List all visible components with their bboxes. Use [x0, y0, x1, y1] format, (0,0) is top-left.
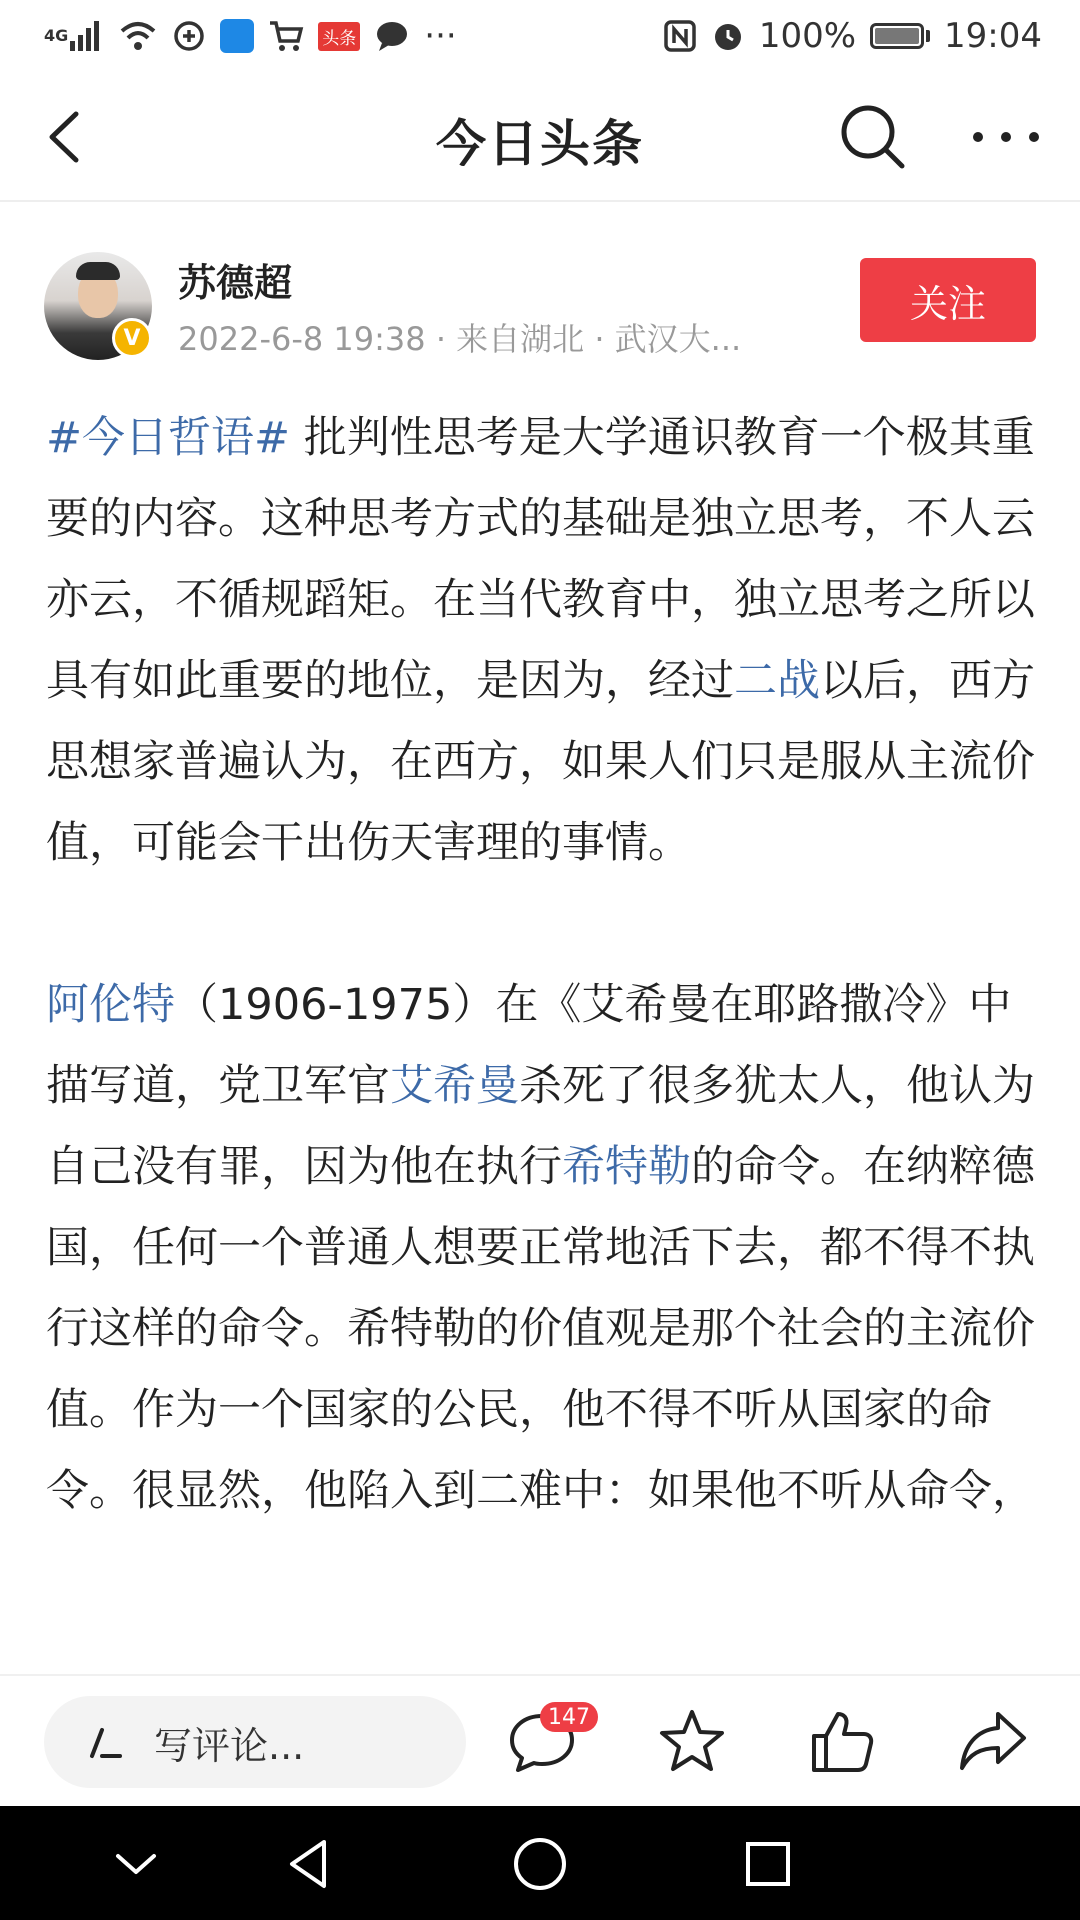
search-icon: [836, 100, 910, 174]
signal-icon: [44, 19, 104, 53]
entity-link[interactable]: 希特勒: [562, 1142, 691, 1192]
verified-badge-icon: V: [112, 318, 152, 358]
share-icon: [956, 1706, 1028, 1778]
nav-down-button[interactable]: [104, 1832, 168, 1896]
author-row: [0, 202, 1080, 362]
battery-icon: [870, 23, 930, 49]
sync-icon: [172, 19, 206, 53]
star-icon: [656, 1706, 728, 1778]
nav-back-button[interactable]: [278, 1832, 342, 1896]
entity-link[interactable]: 二战: [734, 656, 820, 706]
message-icon: [374, 19, 410, 53]
hashtag-link[interactable]: #今日哲语#: [46, 413, 291, 463]
entity-link[interactable]: 艾希曼: [390, 1061, 519, 1111]
text-run: 以后，西方思想家普遍认为，在西方，如果人们只是服从主流价值，可能会干出伤天害理的事情。: [46, 656, 1035, 868]
post-meta: 2022-6-8 19:38 · 来自湖北 · 武汉大...: [178, 320, 742, 358]
clock: 19:04: [944, 16, 1042, 56]
status-bar: [0, 0, 1080, 72]
nav-recent-icon: [736, 1832, 800, 1896]
nav-home-button[interactable]: [508, 1832, 572, 1896]
wifi-icon: [118, 19, 158, 53]
bottom-action-bar: [0, 1674, 1080, 1806]
more-icon: [966, 100, 1046, 174]
more-button[interactable]: [966, 100, 1046, 174]
author-name[interactable]: 苏德超: [178, 261, 293, 305]
status-left: [44, 16, 457, 56]
comment-count-badge: 147: [540, 1702, 598, 1732]
search-button[interactable]: [836, 100, 910, 174]
app-notification-icon: [220, 19, 254, 53]
text-run: 杀死了很多犹太人，他认为自己没有罪，因为他在执行: [46, 1061, 1035, 1192]
nav-recent-button[interactable]: [736, 1832, 800, 1896]
cart-icon: [268, 19, 304, 53]
follow-button[interactable]: 关注: [860, 258, 1036, 342]
pen-icon: [86, 1722, 126, 1762]
nfc-icon: [663, 19, 697, 53]
alarm-icon: [711, 19, 745, 53]
nav-home-icon: [508, 1832, 572, 1896]
nav-down-icon: [104, 1832, 168, 1896]
like-button[interactable]: [806, 1706, 878, 1778]
battery-percent: 100%: [758, 16, 857, 56]
comment-placeholder: 写评论...: [154, 1723, 305, 1768]
share-button[interactable]: [956, 1706, 1028, 1778]
more-notifications: ···: [424, 16, 457, 56]
nav-back-icon: [278, 1832, 342, 1896]
network-type: 4G: [44, 26, 69, 45]
text-run: （1906-1975）在《艾希曼在耶路撒冷》中描写道，党卫军官: [46, 980, 1012, 1111]
article-body: [46, 398, 1036, 1532]
text-run: 批判性思考是大学通识教育一个极其重要的内容。这种思考方式的基础是独立思考，不人云亦云，不循规蹈矩。在当代教育中，独立思考之所以具有如此重要的地位，是因为，经过: [46, 413, 1035, 706]
system-nav-bar: [0, 1806, 1080, 1920]
toutiao-app-icon: 头条: [318, 22, 360, 51]
thumbs-up-icon: [806, 1706, 878, 1778]
paragraph: [46, 965, 1036, 1532]
comment-input[interactable]: [44, 1696, 466, 1788]
top-app-bar: [0, 72, 1080, 202]
entity-link[interactable]: 阿伦特: [46, 980, 175, 1030]
text-run: 的命令。在纳粹德国，任何一个普通人想要正常地活下去，都不得不执行这样的命令。希特勒的价值观是那个社会的主流价值。作为一个国家的公民，他不得不听从国家的命令。很显然，他陷入到二难中：如果他不听从命令，: [46, 1142, 1035, 1516]
paragraph: [46, 398, 1036, 884]
page-title: 今日头条: [436, 115, 644, 173]
status-right: [663, 16, 1042, 56]
favorite-button[interactable]: [656, 1706, 728, 1778]
